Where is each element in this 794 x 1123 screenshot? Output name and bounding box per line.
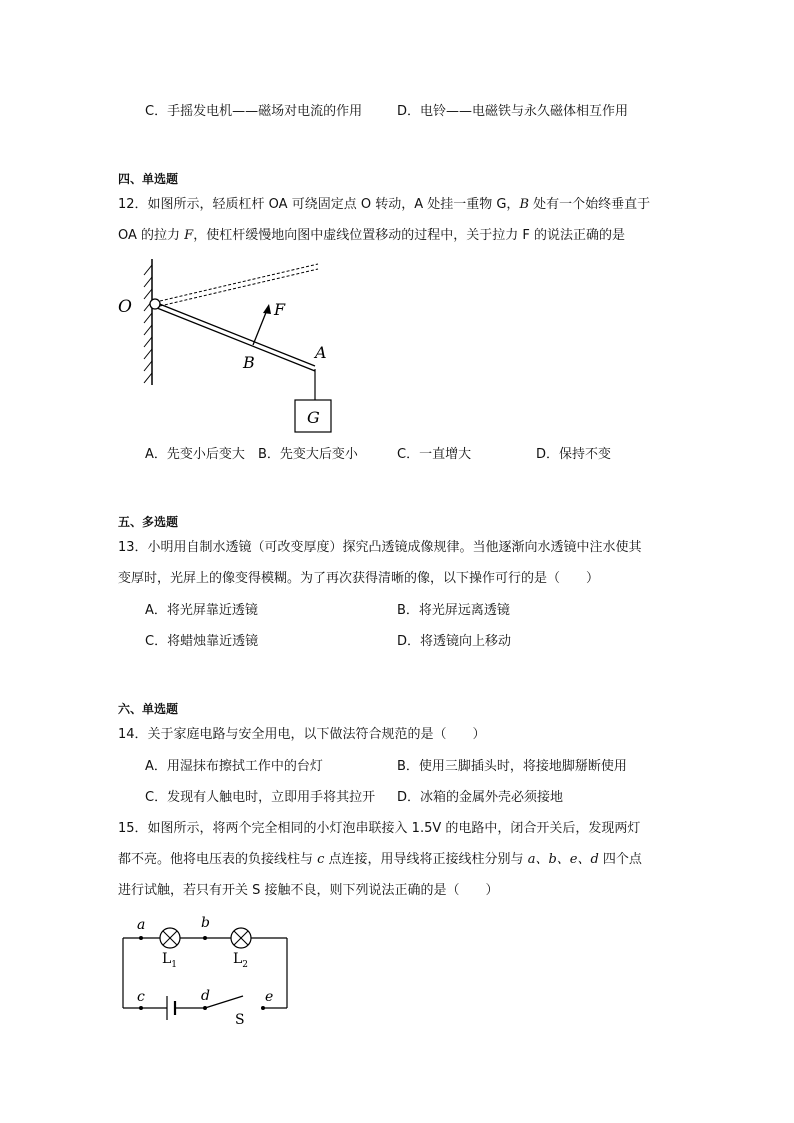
label-s: S	[235, 1012, 245, 1027]
q15-stem-line2-a: 都不亮。他将电压表的负接线柱与	[118, 852, 318, 867]
label-l1-letter: L	[162, 951, 172, 967]
q14-option-d: D．冰箱的金属外壳必须接地	[397, 790, 564, 805]
label-d: d	[201, 988, 210, 1004]
q15-stem-line2-letters: a、b、e、d	[527, 852, 599, 867]
label-c: c	[137, 989, 145, 1005]
q12-option-c: C．一直增大	[397, 447, 472, 462]
lamp-l1	[160, 928, 180, 948]
label-l1-sub: 1	[171, 960, 178, 970]
force-f-arrow	[253, 310, 267, 345]
section-title-single-choice-2: 六、单选题	[118, 702, 179, 716]
q15-stem-line3: 进行试触，若只有开关 S 接触不良，则下列说法正确的是（ ）	[118, 883, 499, 898]
section-title-multi-choice: 五、多选题	[118, 515, 179, 529]
point-a	[139, 936, 143, 940]
q14-option-b: B．使用三脚插头时，将接地脚掰断使用	[397, 759, 627, 774]
q15-stem-line2	[118, 851, 642, 869]
lamp-l2	[231, 928, 251, 948]
q13-stem-line1: 13．小明用自制水透镜（可改变厚度）探究凸透镜成像规律。当他逐渐向水透镜中注水使其	[118, 540, 642, 555]
point-e	[261, 1006, 265, 1010]
label-b: b	[201, 915, 210, 931]
lever-oa-bottom	[157, 308, 315, 371]
q12-stem-line2	[118, 227, 625, 245]
q12-stem-line1-a: 12．如图所示，轻质杠杆 OA 可绕固定点 O 转动，A 处挂一重物 G，	[118, 197, 520, 212]
q12-option-a: A．先变小后变大	[145, 447, 245, 462]
q15-stem-line1: 15．如图所示，将两个完全相同的小灯泡串联接入 1.5V 的电路中，闭合开关后，发现两灯	[118, 821, 641, 836]
q12-option-b: B．先变大后变小	[258, 447, 358, 462]
label-b: B	[243, 353, 255, 372]
point-b	[203, 936, 207, 940]
point-c	[139, 1006, 143, 1010]
q12-stem-line2-c: ，使杠杆缓慢地向图中虚线位置移动的过程中，关于拉力 F 的说法正确的是	[193, 228, 625, 243]
switch-s-blade	[205, 996, 243, 1008]
dashed-lever-bottom	[160, 269, 318, 306]
q12-lever-figure	[110, 255, 350, 440]
q13-option-b: B．将光屏远离透镜	[397, 603, 510, 618]
lever-oa-top	[157, 303, 315, 366]
label-a: A	[315, 343, 327, 362]
q11-option-c: C．手摇发电机——磁场对电流的作用	[145, 104, 363, 119]
section-title-single-choice: 四、单选题	[118, 172, 179, 186]
q15-stem-line2-c: c	[317, 852, 325, 867]
label-g: G	[307, 408, 320, 427]
q13-option-a: A．将光屏靠近透镜	[145, 603, 258, 618]
pivot-o	[150, 299, 160, 309]
q14-stem: 14．关于家庭电路与安全用电，以下做法符合规范的是（ ）	[118, 727, 486, 742]
q13-option-c: C．将蜡烛靠近透镜	[145, 634, 259, 649]
label-l1	[162, 951, 177, 970]
force-f-arrowhead	[263, 304, 271, 314]
q15-stem-line2-end: 四个点	[598, 852, 642, 867]
q12-stem-line1-c: 处有一个始终垂直于	[529, 197, 651, 212]
label-a: a	[137, 917, 146, 933]
label-l2-letter: L	[233, 951, 243, 967]
q12-stem-line2-b: F	[184, 228, 194, 243]
q12-stem-line2-a: OA 的拉力	[118, 228, 185, 243]
q13-stem-line2: 变厚时，光屏上的像变得模糊。为了再次获得清晰的像，以下操作可行的是（ ）	[118, 571, 600, 586]
q12-option-d: D．保持不变	[536, 447, 612, 462]
q12-stem-line1-b: B	[519, 197, 529, 212]
q11-option-d: D．电铃——电磁铁与永久磁体相互作用	[397, 104, 629, 119]
dashed-lever-top	[160, 264, 318, 301]
point-d	[203, 1006, 207, 1010]
q14-option-c: C．发现有人触电时，立即用手将其拉开	[145, 790, 376, 805]
label-o: O	[118, 297, 132, 317]
label-l2-sub: 2	[242, 960, 249, 970]
label-l2	[233, 951, 248, 970]
q15-stem-line2-b: 点连接，用导线将正接线柱分别与	[324, 852, 528, 867]
label-e: e	[265, 989, 274, 1005]
q15-circuit-figure	[115, 912, 305, 1027]
label-f: F	[274, 300, 286, 319]
q12-stem-line1	[118, 196, 650, 214]
wall-hatching	[144, 265, 152, 383]
q13-option-d: D．将透镜向上移动	[397, 634, 512, 649]
q14-option-a: A．用湿抹布擦拭工作中的台灯	[145, 759, 323, 774]
